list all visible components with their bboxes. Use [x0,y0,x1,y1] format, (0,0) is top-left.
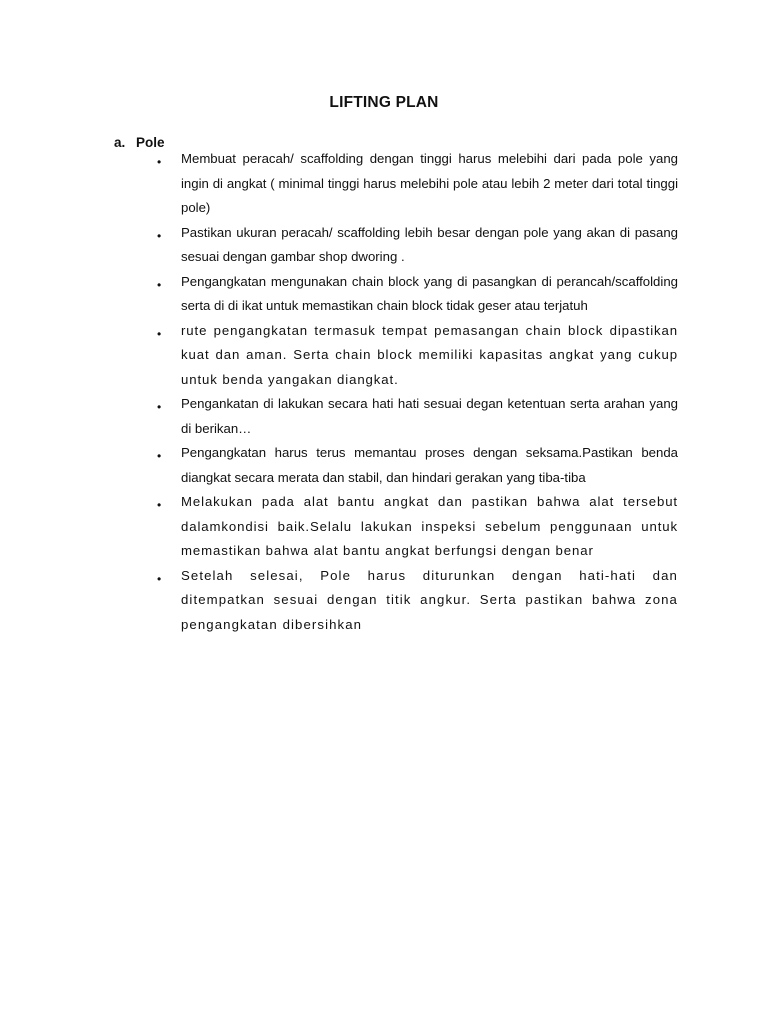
list-item-text: Setelah selesai, Pole harus diturunkan dengan hati-hati dan ditempatkan sesuai dengan titik angkur. Serta pastikan bahwa zona pengangkatan dibersihkan [181,567,678,632]
section-label: Pole [136,135,165,150]
bullet-list [155,147,678,637]
list-item-text: Melakukan pada alat bantu angkat dan pastikan bahwa alat tersebut dalamkondisi baik.Selalu lakukan inspeksi sebelum penggunaan untuk memastikan bahwa alat bantu angkat berfungsi dengan benar [181,494,678,558]
list-item-text: Membuat peracah/ scaffolding dengan tinggi harus melebihi dari pada pole yang ingin di angkat ( minimal tinggi harus melebihi pole atau lebih 2 meter dari total tinggi pole) [181,151,678,215]
list-item-text: Pengangkatan harus terus memantau proses dengan seksama.Pastikan benda diangkat secara merata dan stabil, dan hindari gerakan yang tiba-tiba [181,445,678,485]
list-item-text: Pengangkatan mengunakan chain block yang di pasangkan di perancah/scaffolding serta di di ikat untuk memastikan chain block tidak geser atau terjatuh [181,273,678,313]
bullet-icon: • [157,326,162,341]
bullet-icon: • [157,277,162,292]
list-item-text: Pengankatan di lakukan secara hati hati sesuai degan ketentuan serta arahan yang di berikan… [181,396,678,436]
list-item-text: rute pengangkatan termasuk tempat pemasangan chain block dipastikan kuat dan aman. Serta chain block memiliki kapasitas angkat yang cukup untuk benda yangakan diangkat. [181,322,678,387]
list-item [155,221,678,270]
bullet-icon: • [157,155,162,169]
bullet-icon: • [157,400,162,414]
section-marker: a. [114,135,126,150]
list-item [155,392,678,441]
list-item [155,147,678,221]
list-item-text: Pastikan ukuran peracah/ scaffolding lebih besar dengan pole yang akan di pasang sesuai dengan gambar shop dworing . [181,224,678,264]
list-item [155,564,678,638]
bullet-icon: • [157,571,162,586]
bullet-icon: • [157,498,162,512]
list-item [155,490,678,564]
list-item [155,319,678,393]
list-item [155,270,678,319]
list-item [155,441,678,490]
document-title: LIFTING PLAN [329,94,439,111]
bullet-icon: • [157,228,162,243]
bullet-icon: • [157,449,162,463]
